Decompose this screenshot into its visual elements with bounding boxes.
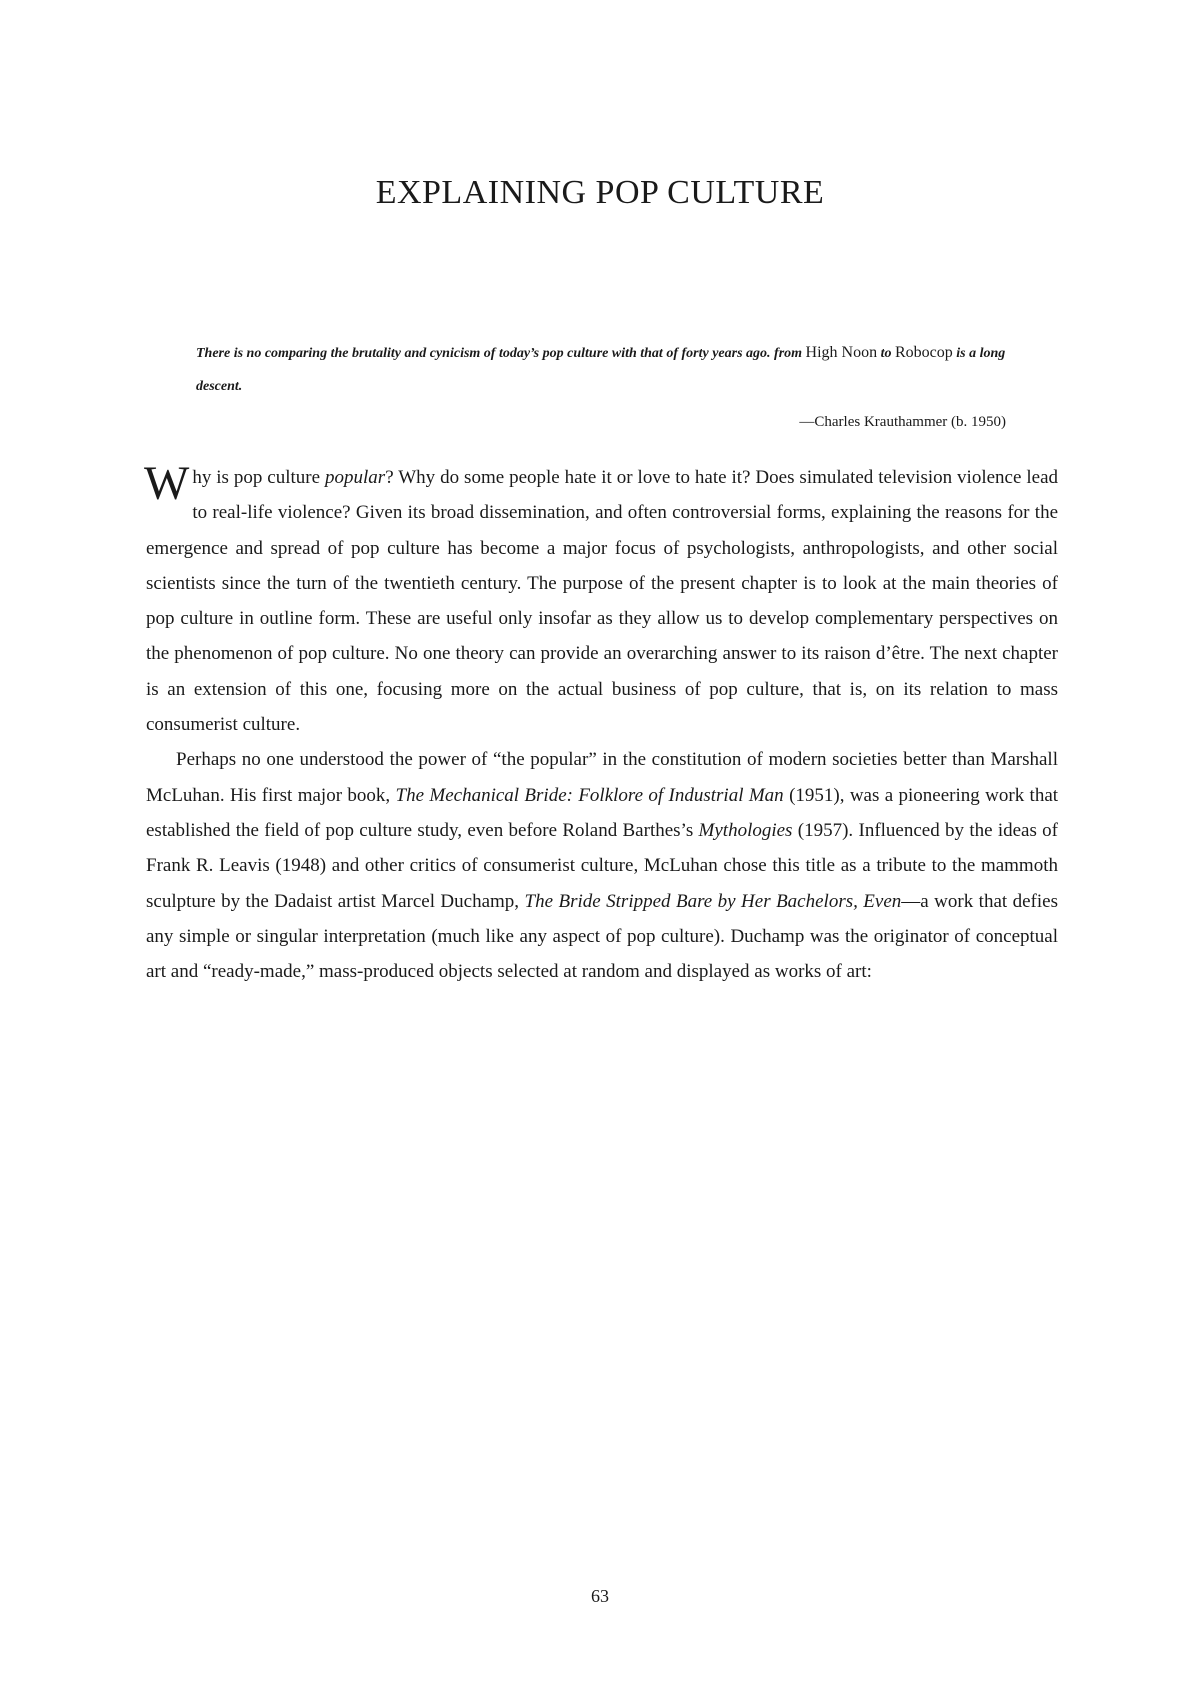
paragraph-2-seg4: —a work that defies any simple or singular interpretation (much like any aspect of pop culture). Duchamp was the originator of conceptual art and “ready-made,” mass-produced objects selected at random and displayed as works of art:: [146, 890, 1058, 983]
epigraph-film-robocop: Robocop: [894, 344, 953, 361]
artwork-title-bride-stripped-bare: The Bride Stripped Bare by Her Bachelors, Even: [524, 890, 902, 912]
body-text: [144, 457, 1059, 989]
epigraph-film-high-noon: High Noon: [805, 344, 878, 361]
epigraph-connector: to: [880, 346, 892, 361]
epigraph-lead: There is no comparing the brutality and cynicism of today’s pop culture with that of forty years ago. from: [196, 346, 803, 361]
epigraph-attribution: —Charles Krauthammer (b. 1950): [799, 414, 1006, 430]
paragraph-1: [144, 457, 1058, 742]
page-number: 63: [591, 1586, 609, 1606]
paragraph-2-seg1: Perhaps no one understood the power of “the popular” in the constitution of modern societies better than Marshall McLuhan. His first major book,: [146, 749, 1058, 806]
drop-cap: W: [144, 457, 190, 510]
book-title-mythologies: Mythologies: [698, 819, 793, 841]
paragraph-2: [146, 742, 1058, 989]
paragraph-1-seg2: ? Why do some people hate it or love to hate it? Does simulated television violence lead to real-life violence? Given its broad dissemination, and often controversial forms, explaining the reasons for the emergence and spread of pop culture has become a major focus of psychologists, anthropologists, and other social scientists since the turn of the twentieth century. The purpose of the present chapter is to look at the main theories of pop culture in outline form. These are useful only insofar as they allow us to develop complementary perspectives on the phenomenon of pop culture. No one theory can provide an overarching answer to its raison d’être. The next chapter is an extension of this one, focusing more on the actual business of pop culture, that is, on its relation to mass consumerist culture.: [146, 467, 1058, 736]
epigraph-tail: is a long descent.: [196, 346, 1006, 394]
paragraph-2-seg3: (1957). Influenced by the ideas of Frank R. Leavis (1948) and other critics of consumerist culture, McLuhan chose this title as a tribute to the mammoth sculpture by the Dadaist artist Marcel Duchamp,: [146, 819, 1059, 912]
paragraph-1-seg1: hy is pop culture: [192, 467, 321, 488]
epigraph-quote: [196, 336, 1006, 403]
paragraph-1-emphasis-popular: popular: [325, 467, 386, 488]
book-title-mechanical-bride: The Mechanical Bride: Folklore of Industrial Man: [395, 784, 784, 806]
paragraph-2-seg2: (1951), was a pioneering work that established the field of pop culture study, even before Roland Barthes’s: [146, 784, 1059, 841]
chapter-title: EXPLAINING POP CULTURE: [375, 174, 825, 211]
